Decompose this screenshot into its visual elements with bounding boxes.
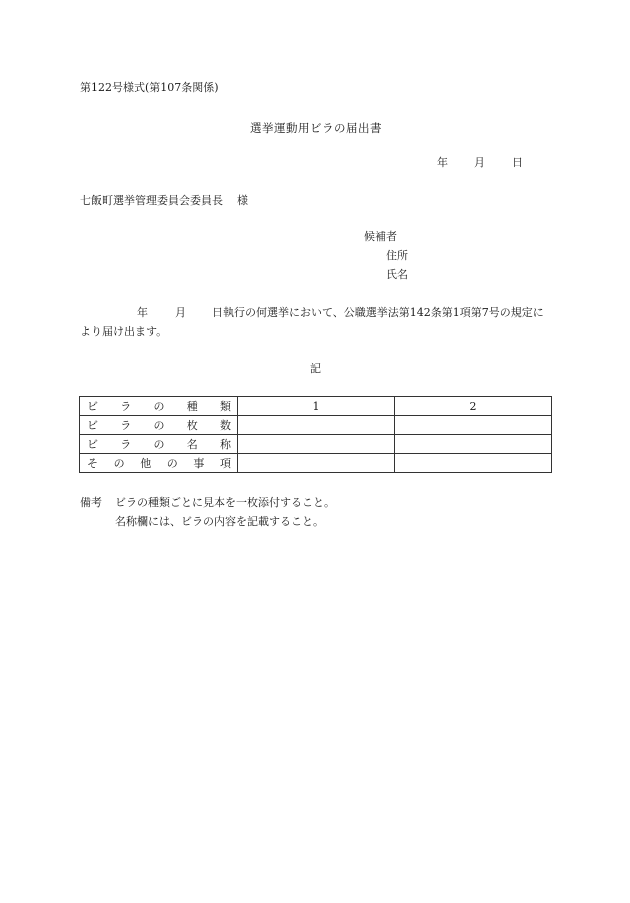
table-row xyxy=(80,397,552,416)
date-month-label: 月 xyxy=(474,156,485,169)
ki-label: 記 xyxy=(310,362,321,375)
body-line-1-text: 日執行の何選挙において、公職選挙法第142条第1項第7号の規定に xyxy=(212,306,544,319)
remarks xyxy=(80,496,335,510)
candidate-name-label: 氏名 xyxy=(386,268,408,281)
candidate-label: 候補者 xyxy=(364,230,397,243)
date-year-label: 年 xyxy=(437,156,448,169)
table-row-label xyxy=(80,454,238,473)
label-char: 項 xyxy=(219,457,231,470)
table-cell-col1: 1 xyxy=(238,397,395,416)
body-month-label: 月 xyxy=(175,306,186,319)
addressee-honorific: 様 xyxy=(237,194,248,207)
table-row xyxy=(80,416,552,435)
remarks-line-1: ビラの種類ごとに見本を一枚添付すること。 xyxy=(115,496,335,509)
table-cell-col1 xyxy=(238,416,395,435)
addressee-name: 七飯町選挙管理委員会委員長 xyxy=(80,194,223,207)
details-table xyxy=(79,396,552,473)
table-row xyxy=(80,454,552,473)
table-row-label xyxy=(80,416,238,435)
table-cell-col1 xyxy=(238,435,395,454)
label-char: ビ xyxy=(87,419,98,432)
addressee xyxy=(80,194,248,208)
body-year-label: 年 xyxy=(137,306,148,319)
label-char: ラ xyxy=(120,419,132,432)
label-char: 名 xyxy=(186,438,198,451)
table-row-label xyxy=(80,435,238,454)
date-day-label: 日 xyxy=(512,156,523,169)
label-char: ラ xyxy=(120,438,132,451)
table-row xyxy=(80,435,552,454)
body-text-line-1 xyxy=(80,306,544,320)
label-char: 他 xyxy=(140,457,152,470)
remarks-heading: 備考 xyxy=(80,496,102,509)
table-cell-col1 xyxy=(238,454,395,473)
table-cell-col2 xyxy=(395,416,552,435)
label-char: 枚 xyxy=(186,419,198,432)
label-char: そ xyxy=(87,457,98,470)
table-cell-col2 xyxy=(395,454,552,473)
form-number: 第122号様式(第107条関係) xyxy=(80,81,219,94)
label-char: 称 xyxy=(220,438,231,451)
table-row-label xyxy=(80,397,238,416)
remarks-line-2: 名称欄には、ビラの内容を記載すること。 xyxy=(115,515,324,528)
label-char: の xyxy=(153,400,165,413)
document-title: 選挙運動用ビラの届出書 xyxy=(250,121,382,135)
label-char: ビ xyxy=(87,400,98,413)
label-char: 種 xyxy=(186,400,198,413)
label-char: の xyxy=(166,457,178,470)
label-char: ビ xyxy=(87,438,98,451)
candidate-address-label: 住所 xyxy=(386,249,408,262)
label-char: ラ xyxy=(120,400,132,413)
body-text-line-2: より届け出ます。 xyxy=(80,325,168,338)
label-char: 類 xyxy=(220,400,231,413)
label-char: 事 xyxy=(193,457,205,470)
date-line xyxy=(437,156,523,170)
table-cell-col2: 2 xyxy=(395,397,552,416)
label-char: 数 xyxy=(220,419,231,432)
label-char: の xyxy=(113,457,125,470)
table-cell-col2 xyxy=(395,435,552,454)
label-char: の xyxy=(153,438,165,451)
label-char: の xyxy=(153,419,165,432)
